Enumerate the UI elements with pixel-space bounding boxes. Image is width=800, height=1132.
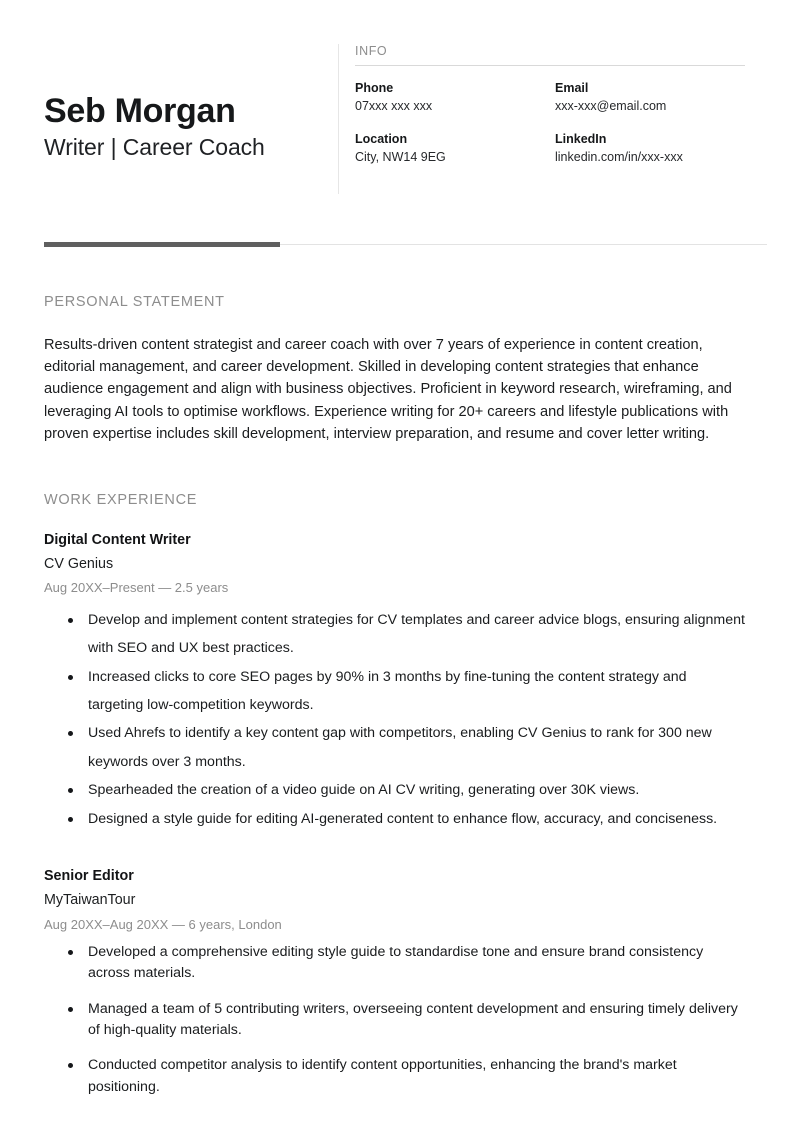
job-entry	[44, 866, 745, 1098]
header-divider-accent	[44, 242, 280, 247]
job-bullet-text: Developed a comprehensive editing style guide to standardise tone and ensure brand consistency across materials.	[88, 944, 704, 982]
bullet-dot-icon	[68, 788, 73, 793]
bullet-dot-icon	[68, 1007, 73, 1012]
job-bullet-text: Spearheaded the creation of a video guide on AI CV writing, generating over 30K views.	[88, 782, 640, 799]
contact-value-linkedin[interactable]: linkedin.com/in/xxx-xxx	[555, 150, 683, 164]
bullet-dot-icon	[68, 618, 73, 623]
job-bullet-text: Develop and implement content strategies for CV templates and career advice blogs, ensuring alignment with SEO and UX best practices.	[88, 611, 745, 657]
job-bullet-text: Designed a style guide for editing AI-generated content to enhance flow, accuracy, and conciseness.	[88, 810, 718, 827]
contact-item-linkedin	[555, 130, 745, 167]
job-title: Senior Editor	[44, 868, 134, 885]
contact-item-phone	[355, 79, 545, 116]
job-bullet-list	[44, 942, 745, 1098]
info-divider	[355, 65, 745, 66]
contact-grid	[355, 79, 745, 167]
job-bullet	[44, 999, 745, 1042]
contact-value-email[interactable]: xxx-xxx@email.com	[555, 99, 667, 114]
resume-body	[0, 294, 800, 1098]
candidate-tagline: Writer | Career Coach	[44, 134, 265, 161]
job-dates: Aug 20XX–Present — 2.5 years	[44, 580, 229, 596]
candidate-name: Seb Morgan	[44, 92, 236, 130]
contact-item-email	[555, 79, 745, 116]
job-bullet-text: Managed a team of 5 contributing writers, overseeing content development and ensuring timely delivery of high-quality materials.	[88, 1000, 738, 1038]
contact-value-phone: 07xxx xxx xxx	[355, 99, 433, 114]
job-title: Digital Content Writer	[44, 531, 191, 548]
job-bullet	[44, 663, 745, 720]
contact-label-linkedin: LinkedIn	[555, 131, 607, 146]
section-heading-work-experience: WORK EXPERIENCE	[44, 491, 198, 508]
contact-label-location: Location	[355, 131, 408, 146]
job-bullet	[44, 719, 745, 776]
job-bullet	[44, 776, 745, 804]
job-entry	[44, 530, 745, 833]
bullet-dot-icon	[68, 675, 73, 680]
job-bullet-list	[44, 606, 745, 833]
section-heading-personal-statement: PERSONAL STATEMENT	[44, 294, 225, 310]
job-bullet	[44, 606, 745, 663]
contact-label-phone: Phone	[355, 81, 394, 95]
bullet-dot-icon	[68, 1063, 73, 1068]
job-dates: Aug 20XX–Aug 20XX — 6 years, London	[44, 916, 282, 932]
bullet-dot-icon	[68, 731, 73, 736]
header-divider	[44, 242, 767, 247]
personal-statement-text: Results-driven content strategist and career coach with over 7 years of experience in content creation, editorial management, and career development. Skilled in developing content strategies that enhance audience engagement and align with business objectives. Proficient in keyword research, wireframing, and leveraging AI tools to optimise workflows. Experience writing for 20+ careers and lifestyle publications with proven expertise includes skill development, interview preparation, and resume and cover letter writing.	[44, 337, 732, 442]
job-bullet	[44, 1055, 745, 1098]
job-bullet-text: Conducted competitor analysis to identify content opportunities, enhancing the brand's market positioning.	[88, 1057, 677, 1095]
identity-block	[44, 44, 338, 162]
contact-item-location	[355, 130, 545, 167]
bullet-dot-icon	[68, 817, 73, 822]
job-bullet-text: Increased clicks to core SEO pages by 90% in 3 months by fine-tuning the content strategy and targeting low-competition keywords.	[88, 668, 687, 714]
bullet-dot-icon	[68, 950, 73, 955]
info-panel	[338, 44, 745, 194]
info-panel-title: INFO	[355, 44, 388, 58]
contact-label-email: Email	[555, 81, 589, 95]
job-company: CV Genius	[44, 555, 114, 572]
job-bullet	[44, 805, 745, 833]
job-company: MyTaiwanTour	[44, 892, 136, 909]
contact-value-location: City, NW14 9EG	[355, 150, 446, 164]
job-bullet-text: Used Ahrefs to identify a key content gap with competitors, enabling CV Genius to rank for 300 new keywords over 3 months.	[88, 725, 712, 770]
resume-header	[0, 0, 800, 194]
job-bullet	[44, 942, 745, 985]
